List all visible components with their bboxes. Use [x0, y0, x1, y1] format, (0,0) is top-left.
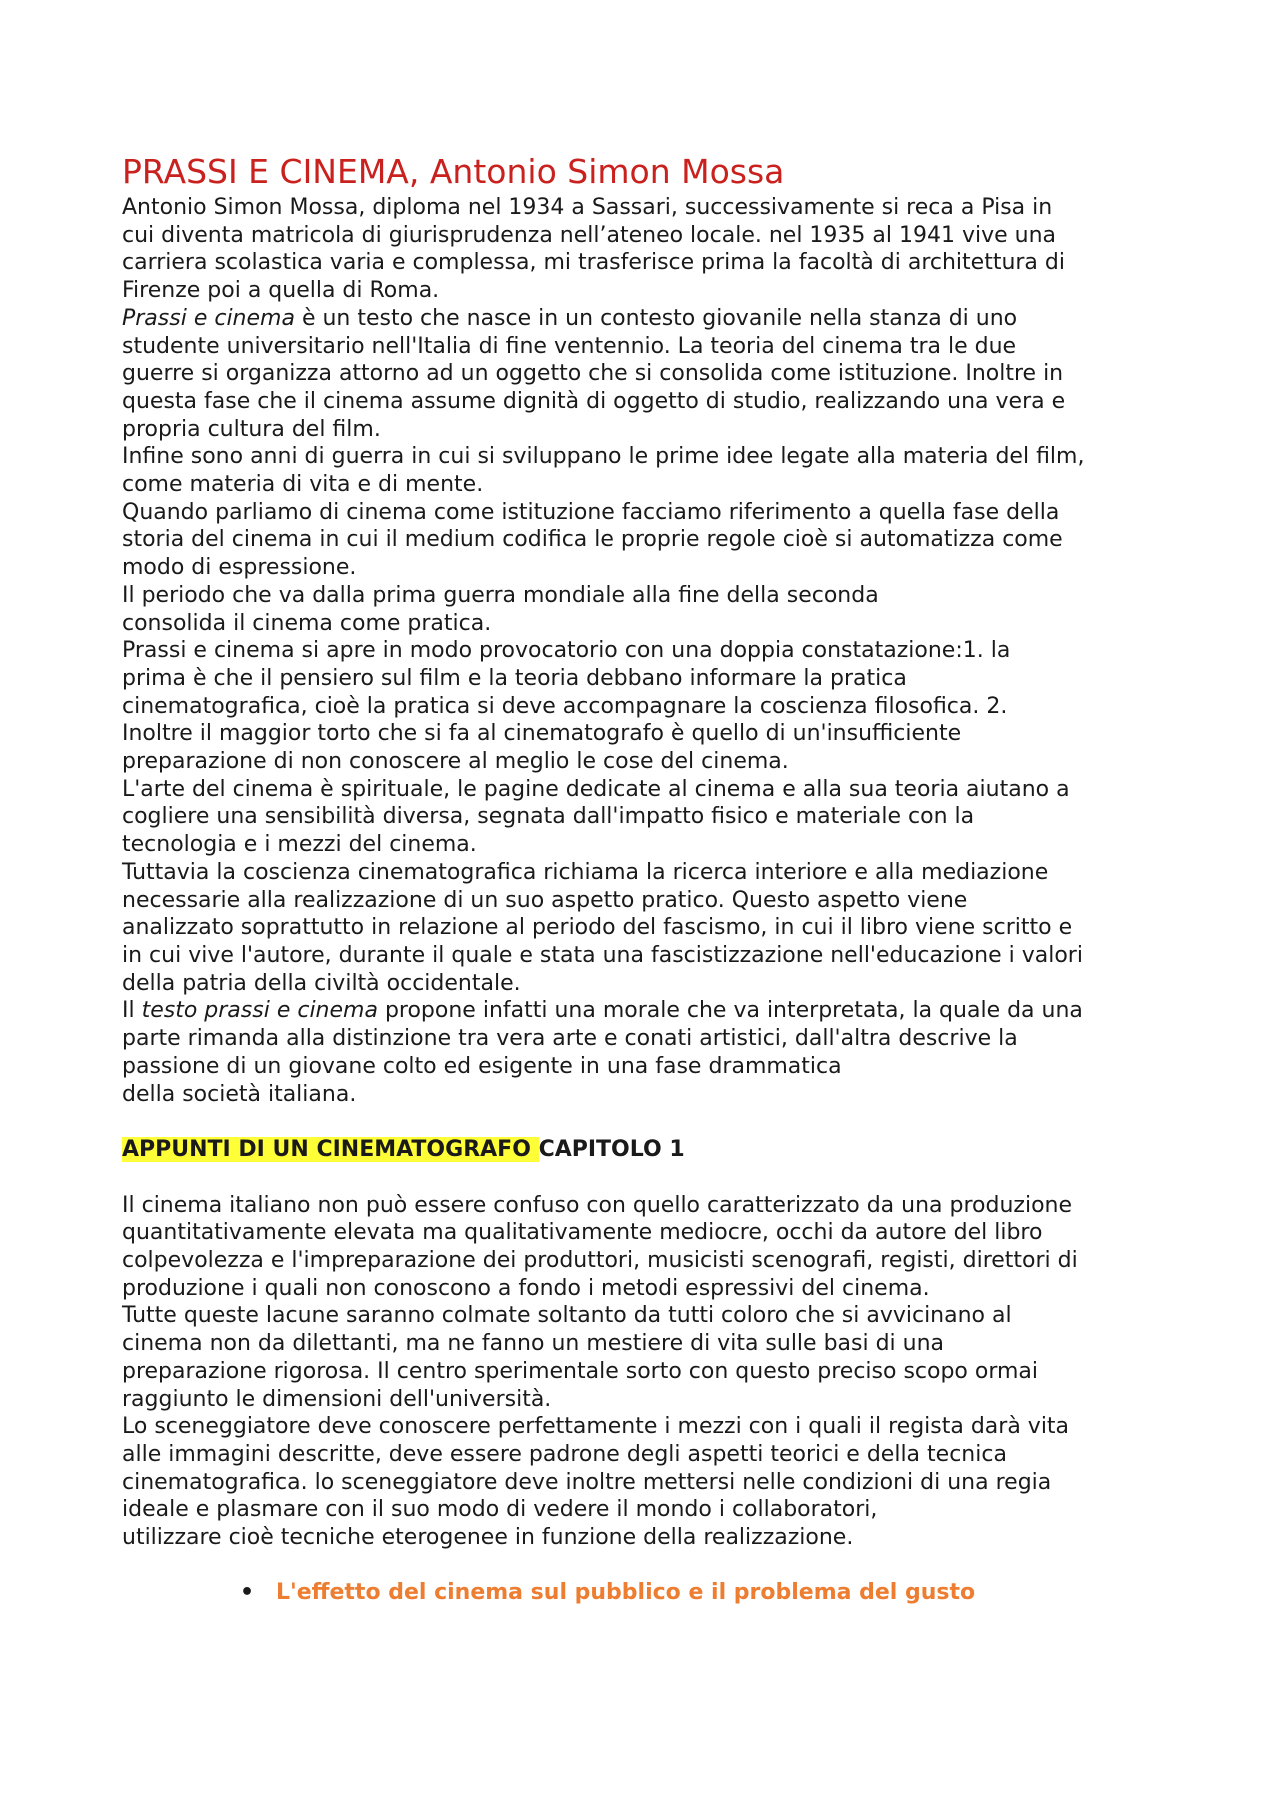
- spacer: [122, 1164, 1172, 1192]
- paragraph-author-bio: Antonio Simon Mossa, diploma nel 1934 a Sassari, successivamente si reca a Pisa in cui diventa matricola di giurisprudenza nell’ateneo locale. nel 1935 al 1941 vive una carriera scolastica varia e complessa, mi trasferisce prima la facoltà di architettura di Firenze poi a quella di Roma.: [122, 195, 1065, 304]
- paragraph-morale-prefix: Il: [122, 998, 142, 1024]
- bullet-dot-icon: •: [240, 1580, 255, 1606]
- paragraph-morale-text: propone infatti una morale che va interpretata, la quale da una parte rimanda alla distinzione tra vera arte e conati artistici, dall'altra descrive la passione di un giovane colto ed esigente in una fase drammatica della società italiana.: [122, 998, 1083, 1107]
- paragraph-period: Il periodo che va dalla prima guerra mondiale alla fine della seconda consolida il cinema come pratica.: [122, 582, 879, 636]
- paragraph-book-context-text: è un testo che nasce in un contesto giovanile nella stanza di uno studente universitario nell'Italia di fine ventennio. La teoria del cinema tra le due guerre si organizza attorno ad un oggetto che si consolida come istituzione. Inoltre in questa fase che il cinema assume dignità di oggetto di studio, realizzando una vera e propria cultura del film.: [122, 305, 1066, 442]
- bullet-item-text: L'effetto del cinema sul pubblico e il problema del gusto: [276, 1580, 976, 1606]
- section-heading: [122, 1136, 1172, 1164]
- text-title-italic: testo prassi e cinema: [141, 998, 378, 1024]
- paragraph-fascism: Tuttavia la coscienza cinematografica richiama la ricerca interiore e alla mediazione necessarie alla realizzazione di un suo aspetto pratico. Questo aspetto viene analizzato soprattutto in relazione al periodo del fascismo, in cui il libro viene scritto e in cui vive l'autore, durante il quale e stata una fascistizzazione nell'educazione i valori della patria della civiltà occidentale.: [122, 859, 1083, 996]
- document-page: [122, 150, 1172, 1607]
- paragraph-war-years: Infine sono anni di guerra in cui si sviluppano le prime idee legate alla materia del film, come materia di vita e di mente.: [122, 444, 1085, 498]
- paragraph-gaps: Tutte queste lacune saranno colmate soltanto da tutti coloro che si avvicinano al cinema non da dilettanti, ma ne fanno un mestiere di vita sulle basi di una preparazione rigorosa. Il centro sperimentale sorto con questo preciso scopo ormai raggiunto le dimensioni dell'università.: [122, 1303, 1039, 1412]
- book-title-italic: Prassi e cinema: [122, 305, 295, 331]
- highlighted-heading-text: APPUNTI DI UN CINEMATOGRAFO: [122, 1136, 539, 1162]
- paragraph-morale: [122, 997, 1172, 1108]
- bullet-item: [122, 1579, 1172, 1607]
- spacer: [122, 1552, 1172, 1580]
- paragraph-cinema-institution: Quando parliamo di cinema come istituzione facciamo riferimento a quella fase della storia del cinema in cui il medium codifica le proprie regole cioè si automatizza come modo di espressione.: [122, 499, 1063, 581]
- spacer: [122, 1108, 1172, 1136]
- paragraph-spiritual-art: L'arte del cinema è spirituale, le pagine dedicate al cinema e alla sua teoria aiutano a cogliere una sensibilità diversa, segnata dall'impatto fisico e materiale con la tecnologia e i mezzi del cinema.: [122, 776, 1070, 858]
- paragraph-book-context: [122, 305, 1172, 444]
- paragraph-double-statement: Prassi e cinema si apre in modo provocatorio con una doppia constatazione:1. la prima è che il pensiero sul film e la teoria debbano informare la pratica cinematografica, cioè la pratica si deve accompagnare la coscienza filosofica. 2. Inoltre il maggior torto che si fa al cinematografo è quello di un'insufficiente preparazione di non conoscere al meglio le cose del cinema.: [122, 638, 1011, 775]
- document-title: PRASSI E CINEMA, Antonio Simon Mossa: [122, 152, 785, 191]
- paragraph-screenwriter: Lo sceneggiatore deve conoscere perfettamente i mezzi con i quali il regista darà vita alle immagini descritte, deve essere padrone degli aspetti teorici e della tecnica cinematografica. lo sceneggiatore deve inoltre mettersi nelle condizioni di una regia ideale e plasmare con il suo modo di vedere il mondo i collaboratori, utilizzare cioè tecniche eterogenee in funzione della realizzazione.: [122, 1414, 1070, 1551]
- bullet-list: [122, 1579, 1172, 1607]
- paragraph-italian-cinema: Il cinema italiano non può essere confuso con quello caratterizzato da una produzione quantitativamente elevata ma qualitativamente mediocre, occhi da autore del libro colpevolezza e l'impreparazione dei produttori, musicisti scenografi, registi, direttori di produzione i quali non conoscono a fondo i metodi espressivi del cinema.: [122, 1192, 1078, 1301]
- chapter-label: CAPITOLO 1: [538, 1136, 685, 1162]
